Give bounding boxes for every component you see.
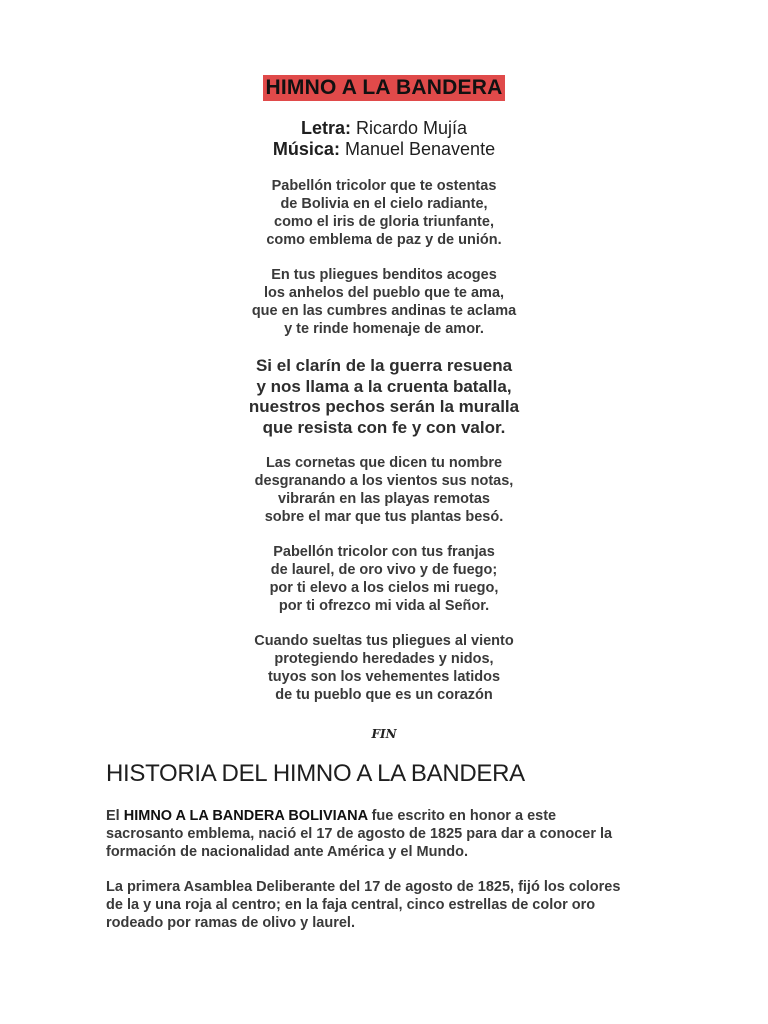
paragraph-line: de la y una roja al centro; en la faja central, cinco estrellas de color oro (106, 897, 596, 913)
verse-line: de tu pueblo que es un corazón (275, 687, 493, 703)
credits (0, 118, 768, 160)
stanza-5 (0, 543, 768, 615)
verse-line: desgranando a los vientos sus notas, (254, 473, 514, 489)
stanza-3 (0, 356, 768, 438)
verse-line: como el iris de gloria triunfante, (274, 214, 494, 230)
lyrics-credit (0, 118, 768, 139)
history-paragraph-2 (106, 878, 666, 932)
verse-line: Cuando sueltas tus pliegues al viento (254, 633, 514, 649)
title-wrapper (0, 75, 768, 101)
stanza-4 (0, 454, 768, 526)
verse-line: Las cornetas que dicen tu nombre (265, 455, 503, 471)
verse-line: por ti elevo a los cielos mi ruego, (269, 580, 499, 596)
history-paragraph-1 (106, 807, 666, 861)
stanza-6 (0, 632, 768, 704)
paragraph-line (106, 807, 666, 825)
music-author: Manuel Benavente (344, 139, 496, 159)
verse-line: protegiendo heredades y nidos, (274, 651, 494, 667)
verse-line: vibrarán en las playas remotas (278, 491, 490, 507)
paragraph-line: La primera Asamblea Deliberante del 17 de agosto de 1825, fijó los colores (106, 879, 621, 895)
verse-line: los anhelos del pueblo que te ama, (263, 285, 505, 301)
verse-line: que en las cumbres andinas te aclama (251, 303, 517, 319)
verse-line: Pabellón tricolor que te ostentas (271, 178, 497, 194)
verse-line: nuestros pechos serán la muralla (248, 397, 520, 416)
stanza-2 (0, 266, 768, 338)
lyrics-author: Ricardo Mujía (355, 118, 468, 138)
paragraph-text: El (106, 808, 124, 824)
paragraph-text: fue escrito en honor a este (367, 808, 557, 824)
lyrics-label: Letra: (300, 118, 351, 138)
end-mark: FIN (371, 727, 397, 741)
verse-line: tuyos son los vehementes latidos (267, 669, 501, 685)
paragraph-line: formación de nacionalidad ante América y el Mundo. (106, 844, 469, 860)
verse-line: sobre el mar que tus plantas besó. (264, 509, 504, 525)
history-heading: HISTORIA DEL HIMNO A LA BANDERA (106, 760, 525, 787)
verse-line: Pabellón tricolor con tus franjas (273, 544, 495, 560)
music-label: Música: (272, 139, 340, 159)
music-credit (0, 139, 768, 160)
verse-line: como emblema de paz y de unión. (266, 232, 502, 248)
verse-line: de laurel, de oro vivo y de fuego; (270, 562, 498, 578)
verse-line: y nos llama a la cruenta batalla, (256, 376, 512, 396)
verse-line: Si el clarín de la guerra resuena (255, 356, 513, 375)
verse-line: por ti ofrezco mi vida al Señor. (278, 598, 490, 614)
paragraph-line: sacrosanto emblema, nació el 17 de agosto de 1825 para dar a conocer la (106, 826, 613, 842)
verse-line: que resista con fe y con valor. (262, 417, 506, 437)
verse-line: y te rinde homenaje de amor. (284, 321, 484, 337)
verse-line: En tus pliegues benditos acoges (271, 267, 497, 283)
anthem-name-emphasis: HIMNO A LA BANDERA BOLIVIANA (123, 808, 368, 824)
verse-line: de Bolivia en el cielo radiante, (280, 196, 488, 212)
stanza-1 (0, 177, 768, 249)
paragraph-line: rodeado por ramas de olivo y laurel. (106, 915, 355, 931)
page-title: HIMNO A LA BANDERA (263, 75, 506, 101)
